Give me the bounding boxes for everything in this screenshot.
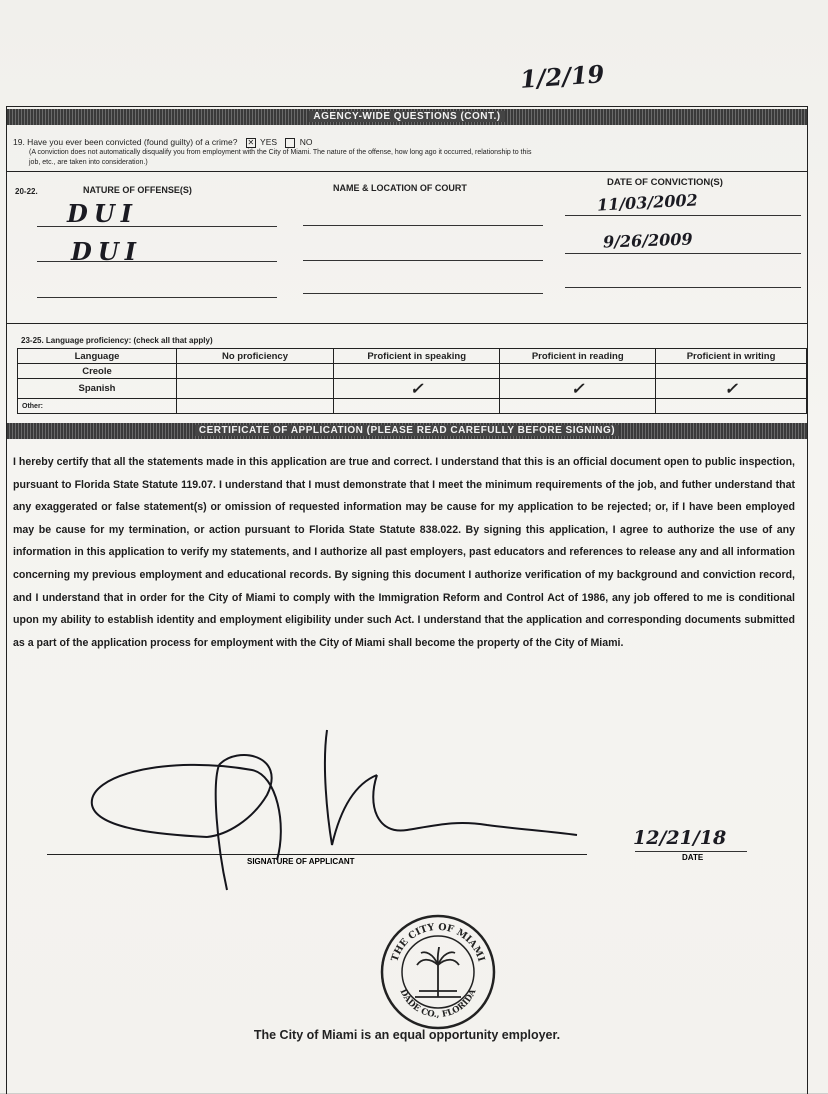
language-table	[17, 348, 807, 414]
language-row-creole	[18, 364, 807, 379]
reading-cell[interactable]	[500, 399, 656, 414]
offense-2-date: 9/26/2009	[602, 229, 693, 252]
offense-2-court-line	[303, 260, 543, 261]
palm-tree-icon	[415, 947, 461, 997]
speaking-checkmark[interactable]: ✓	[334, 379, 500, 399]
q19-question: 19. Have you ever been convicted (found guilty) of a crime? ✕ YES NO	[13, 137, 313, 147]
no-label: NO	[299, 137, 313, 147]
language-row-other	[18, 399, 807, 414]
seal-bottom-text: DADE CO., FLORIDA	[397, 987, 479, 1020]
offense-1-date: 11/03/2002	[596, 190, 699, 215]
reading-checkmark[interactable]: ✓	[500, 379, 656, 399]
application-form	[6, 106, 808, 1094]
date-label: DATE	[682, 853, 704, 862]
certificate-text: I hereby certify that all the statements made in this application are true and correct. I understand that this is an official document open to public inspection, pursuant to Florida State Statute 119.07. I understand that I must demonstrate that I meet the minimum requirements of the job, and futher understand that any exaggerated or false statement(s) or omission of requested information may be cause for my application to be rejected; or, if I have been employed may be cause for my termination, or action pursuant to Florida State Statute 838.022. By signing this application, I agree to authorize the use of any information in this application to verify my statements, and I authorize all past employers, past educators and references to release any and all information concerning my previous employment and educational records. By signing this document I authorize verification of my background and conviction record, and I understand that in order for the City of Miami to comply with the Immigration Reform and Control Act of 1986, any job offered to me is conditional upon my ability to establish identity and employment eligibility under such Act. I understand that the application and corresponding documents submitted as a part of the application process for employment with the City of Miami shall become the property of the City of Miami.	[13, 456, 795, 649]
offense-1-court-line	[303, 225, 543, 226]
reading-cell[interactable]	[500, 364, 656, 379]
divider	[7, 323, 807, 324]
offense-3-date-line	[565, 287, 801, 288]
yes-label: YES	[260, 137, 278, 147]
offense-2-date-line	[565, 253, 801, 254]
offense-3-court-line	[303, 293, 543, 294]
col-writing: Proficient in writing	[656, 349, 807, 364]
q19-note-2: job, etc., are taken into consideration.)	[29, 159, 148, 166]
language-name: Spanish	[18, 379, 177, 399]
language-header-row	[18, 349, 807, 364]
section-bar-agency-questions: AGENCY-WIDE QUESTIONS (CONT.)	[7, 109, 807, 125]
city-of-miami-seal	[379, 913, 497, 1031]
language-heading: 23-25. Language proficiency: (check all that apply)	[21, 336, 213, 345]
col-date-of-conviction: DATE OF CONVICTION(S)	[607, 177, 723, 188]
handwritten-date-top: 1/2/19	[519, 59, 606, 94]
applicant-signature	[77, 725, 597, 895]
language-name: Creole	[18, 364, 177, 379]
offense-2-nature-line	[37, 261, 277, 262]
offense-1-date-line	[565, 215, 801, 216]
signature-date: 12/21/18	[633, 827, 727, 849]
col-reading: Proficient in reading	[500, 349, 656, 364]
equal-opportunity-statement: The City of Miami is an equal opportunity employer.	[253, 1028, 561, 1042]
col-court: NAME & LOCATION OF COURT	[333, 183, 467, 193]
col-speaking: Proficient in speaking	[334, 349, 500, 364]
speaking-cell[interactable]	[334, 364, 500, 379]
no-proficiency-cell[interactable]	[177, 379, 334, 399]
col-nature-of-offense: NATURE OF OFFENSE(S)	[83, 185, 192, 195]
language-row-spanish	[18, 379, 807, 399]
section-bar-certificate: CERTIFICATE OF APPLICATION (PLEASE READ CAREFULLY BEFORE SIGNING)	[7, 423, 807, 439]
writing-cell[interactable]	[656, 364, 807, 379]
no-proficiency-cell[interactable]	[177, 364, 334, 379]
writing-cell[interactable]	[656, 399, 807, 414]
offenses-number: 20-22.	[15, 187, 38, 196]
offense-1-nature-line	[37, 226, 277, 227]
date-line	[635, 851, 747, 852]
signature-label: SIGNATURE OF APPLICANT	[247, 857, 355, 866]
q19-note-1: (A conviction does not automatically disqualify you from employment with the City of Miami. The nature of the offense, how long ago it occurred, relationship to this	[29, 149, 532, 156]
col-no-proficiency: No proficiency	[177, 349, 334, 364]
yes-checkbox[interactable]: ✕	[247, 137, 255, 147]
offense-3-nature-line	[37, 297, 277, 298]
offense-2-nature: DUI	[71, 237, 142, 266]
divider	[7, 171, 807, 172]
speaking-cell[interactable]	[334, 399, 500, 414]
offense-1-nature: DUI	[67, 199, 138, 228]
no-checkbox[interactable]	[285, 138, 295, 148]
no-proficiency-cell[interactable]	[177, 399, 334, 414]
seal-top-text: THE CITY OF MIAMI	[389, 921, 487, 963]
col-language: Language	[18, 349, 177, 364]
language-name: Other:	[18, 399, 177, 414]
writing-checkmark[interactable]: ✓	[656, 379, 807, 399]
